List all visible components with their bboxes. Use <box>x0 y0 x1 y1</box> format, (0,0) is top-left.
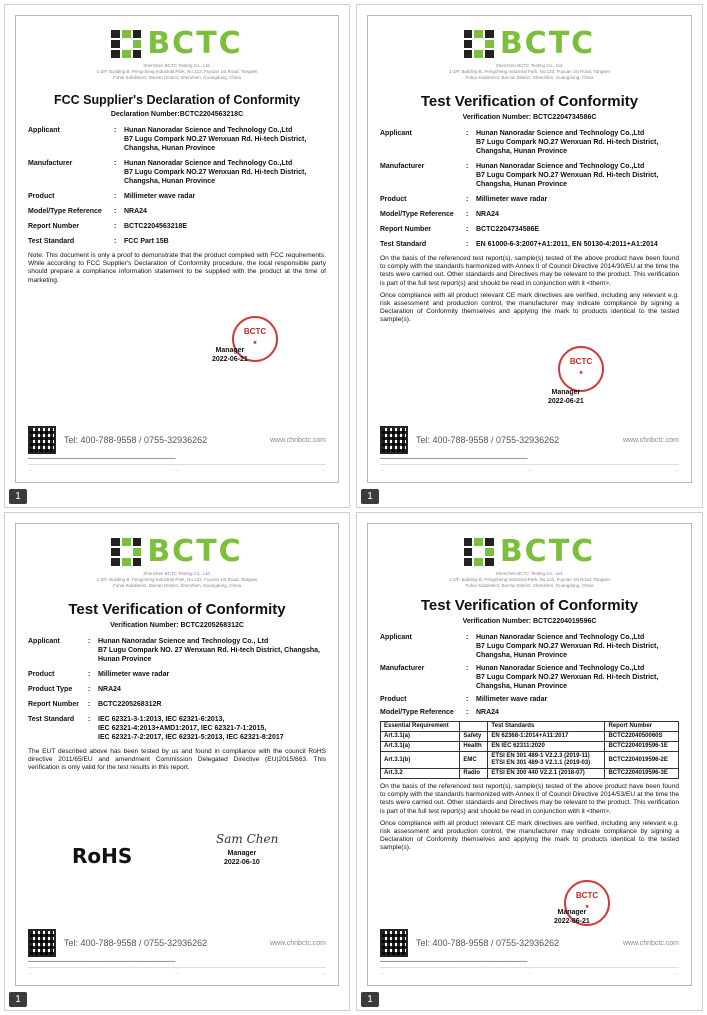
field-applicant: Applicant : Hunan Nanoradar Science and Technology Co.,Ltd B7 Lugu Compark NO.27 Wenxuan Rd. Hi-tech District, Changsha, Hunan Province <box>380 130 659 155</box>
bctc-logo-icon <box>464 538 494 566</box>
qr-code-icon[interactable] <box>380 426 408 454</box>
bctc-logo-icon <box>111 30 141 58</box>
certificate-title: Test Verification of Conformity <box>68 601 286 618</box>
certificate-card-emc[interactable] <box>356 4 703 508</box>
page-footer-line: — — — <box>28 464 326 472</box>
field-report-number: Report Number : BCTC2204734586E <box>380 226 540 233</box>
verification-number: Verification Number: BCTC2204019596C <box>462 618 597 625</box>
contact-phone: Tel: 400-788-9558 / 0755-32936262 <box>416 435 560 446</box>
field-manufacturer: Manufacturer : Hunan Nanoradar Science and Technology Co.,Ltd B7 Lugu Compark NO.27 Wenxuan Rd. Hi-tech District, Changsha, Hunan Province <box>28 160 307 185</box>
note-text-ce: Once compliance with all product relevant CE mark directives are verified, including any relevant e.g. risk assessment and production control, the manufacturer may indicate compliance by signing a Declaration of Conformity themselves and applying the mark to products identical to the tested sample(s). <box>380 291 679 324</box>
field-product: Product : Millimeter wave radar <box>28 193 196 200</box>
note-text-ce: Once compliance with all product relevant CE mark directives are verified, including any relevant e.g. risk assessment and production control, the manufacturer may indicate compliance by signing a Declaration of Conformity themselves and applying the mark to products identical to the tested sample(s). <box>380 819 679 852</box>
field-test-standard: Test Standard : FCC Part 15B <box>28 238 169 245</box>
fine-print: ▬▬▬▬▬▬▬▬▬▬▬▬▬▬▬▬▬▬▬▬▬▬▬▬▬▬▬▬▬▬▬▬▬▬▬▬▬▬▬▬▬ <box>28 959 176 964</box>
certificate-footer <box>380 426 679 472</box>
website-link[interactable]: www.chnbctc.com <box>269 939 326 947</box>
note-text: Note: This document is only a proof to demonstrate that the product complied with FCC requirements. While according to FCC Supplier's Declaration of Conformity procedure, the local responsible party should prepare a compliance information statement to be supplied with the product at the time of marketing. <box>28 252 326 284</box>
manager-signature: Manager 2022-06-21 <box>554 909 590 925</box>
certificate-footer <box>380 929 679 975</box>
certificate-page <box>15 15 339 483</box>
field-applicant: Applicant : Hunan Nanoradar Science and Technology Co.,Ltd B7 Lugu Compark NO.27 Wenxuan Rd. Hi-tech District, Changsha, Hunan Province <box>380 634 659 659</box>
handwritten-signature: Sam Chen <box>216 832 279 846</box>
table-header-row: Essential Requirement Test Standards Report Number <box>381 722 679 732</box>
qr-code-icon[interactable] <box>28 929 56 957</box>
field-product: Product : Millimeter wave radar <box>380 196 548 203</box>
certificate-fields <box>28 637 326 742</box>
contact-phone: Tel: 400-788-9558 / 0755-32936262 <box>64 938 208 949</box>
note-text: On the basis of the referenced test report(s), sample(s) tested of the above product have been found to comply with the standards harmonized with Annex II of Council Directive 2014/53/EU at the time the tests were carried out. Other standards and Directives may be relevant to the product. This verification is part of the full test report(s) and should be read in conjunction with it <them>. <box>380 783 679 815</box>
standards-table <box>380 721 679 779</box>
field-test-standard: Test Standard : EN 61000-6-3:2007+A1:2011, EN 50130-4:2011+A1:2014 <box>380 241 658 248</box>
fine-print: ▬▬▬▬▬▬▬▬▬▬▬▬▬▬▬▬▬▬▬▬▬▬▬▬▬▬▬▬▬▬▬▬▬▬▬▬▬▬▬▬▬ <box>380 959 528 964</box>
bctc-logo: BCTC <box>380 534 679 569</box>
certificate-title: FCC Supplier's Declaration of Conformity <box>53 93 301 107</box>
field-product-type: Product Type : NRA24 <box>28 686 121 693</box>
field-model: Model/Type Reference : NRA24 <box>380 709 499 716</box>
certificate-fields <box>380 129 679 249</box>
qr-code-icon[interactable] <box>28 426 56 454</box>
field-product: Product : Millimeter wave radar <box>380 696 548 703</box>
company-address: Shenzhen BCTC Testing Co., Ltd. 1-2/F, Building B, Pengcheng Industrial Park, No.123, Fuyuan 1st Road, Tangwei Fuhai Subdistrict, Bao'an District, Shenzhen, Guangdong, China <box>96 571 258 588</box>
website-link[interactable]: www.chnbctc.com <box>622 939 679 947</box>
certificate-page <box>15 523 339 986</box>
field-applicant: Applicant : Hunan Nanoradar Science and Technology Co., Ltd B7 Lugu Compark NO. 27 Wenxuan Rd. Hi-tech District, Changsha, Hunan Province <box>28 638 320 663</box>
field-manufacturer: Manufacturer : Hunan Nanoradar Science and Technology Co.,Ltd B7 Lugu Compark NO.27 Wenxuan Rd. Hi-tech District, Changsha, Hunan Province <box>380 665 659 690</box>
page-count-badge[interactable]: 1 <box>361 489 379 504</box>
field-applicant: Applicant : Hunan Nanoradar Science and Technology Co.,Ltd B7 Lugu Compark NO.27 Wenxuan Rd. Hi-tech District, Changsha, Hunan Province <box>28 127 307 152</box>
field-report-number: Report Number : BCTC2204563218E <box>28 223 188 230</box>
certificate-fields <box>28 126 326 246</box>
certificate-title: Test Verification of Conformity <box>420 597 639 614</box>
fine-print: ▬▬▬▬▬▬▬▬▬▬▬▬▬▬▬▬▬▬▬▬▬▬▬▬▬▬▬▬▬▬▬▬▬▬▬▬▬▬▬▬▬ <box>28 456 176 461</box>
certificate-footer <box>28 929 326 975</box>
bctc-stamp: BCTC ★ <box>558 346 604 392</box>
bctc-logo-icon <box>111 538 141 566</box>
field-model: Model/Type Reference : NRA24 <box>28 208 147 215</box>
field-manufacturer: Manufacturer : Hunan Nanoradar Science and Technology Co.,Ltd B7 Lugu Compark NO.27 Wenxuan Rd. Hi-tech District, Changsha, Hunan Province <box>380 163 659 188</box>
rohs-logo: RoHS <box>72 844 133 868</box>
table-row: Art.3.1(b) EMC ETSI EN 301 489-1 V2.2.3 (2019-11) ETSI EN 301 489-3 V2.1.1 (2019-03) BCTC2204019596-2E <box>381 752 679 769</box>
manager-signature: Manager 2022-06-21 <box>548 389 584 405</box>
bctc-stamp: BCTC ★ <box>564 880 610 926</box>
manager-signature: Manager 2022-06-10 <box>224 850 260 866</box>
website-link[interactable]: www.chnbctc.com <box>269 436 326 444</box>
note-text: The EUT described above has been tested by us and found in compliance with the council RoHS directive 2011/65/EU and amendment Commission Delegated Directive (EU)2015/863. This verification is only valid for the test results in this report. <box>28 748 326 772</box>
company-address: Shenzhen BCTC Testing Co., Ltd. 1-2/F, Building B, Pengcheng Industrial Park, No.123, Fuyuan 1st Road, Tangwei Fuhai Subdistrict, Bao'an District, Shenzhen, Guangdong, China <box>96 63 258 80</box>
verification-number: Verification Number: BCTC2205268312C <box>110 622 244 629</box>
certificate-title: Test Verification of Conformity <box>420 93 639 110</box>
note-text: On the basis of the referenced test report(s), sample(s) tested of the above product have been found to comply with the standards harmonized with Annex II of Council Directive 2014/30/EU at the time the tests were carried out. Other standards and Directives may be relevant to the product. This verification is part of the full test report(s) and should be read in conjunction with it <them>. <box>380 255 679 287</box>
certificate-footer <box>28 426 326 472</box>
field-test-standard: Test Standard : IEC 62321-3-1:2013, IEC 62321-6:2013, IEC 62321-4:2013+AMD1:2017, IEC 62321-7-1:2015, IEC 62321-7-2:2017, IEC 62321-5:2013, IEC 62321-8:2017 <box>28 716 284 741</box>
company-address: Shenzhen BCTC Testing Co., Ltd. 1-2/F, Building B, Pengcheng Industrial Park, No.123, Fuyuan 1st Road, Tangwei Fuhai Subdistrict, Bao'an District, Shenzhen, Guangdong, China <box>449 571 610 588</box>
manager-signature: Manager 2022-06-21 <box>212 347 248 363</box>
contact-phone: Tel: 400-788-9558 / 0755-32936262 <box>416 938 560 949</box>
qr-code-icon[interactable] <box>380 929 408 957</box>
certificate-fields <box>380 633 679 717</box>
certificate-card-fcc[interactable] <box>4 4 350 508</box>
page-footer-line: — — — <box>28 967 326 975</box>
certificate-page <box>367 523 692 986</box>
table-row: Art.3.2 Radio ETSI EN 300 440 V2.2.1 (2018-07) BCTC2204019596-3E <box>381 769 679 779</box>
table-row: Art.3.1(a) Health EN IEC 62311:2020 BCTC2204019596-1E <box>381 742 679 752</box>
bctc-logo: BCTC <box>28 534 326 569</box>
field-report-number: Report Number : BCTC2205268312R <box>28 701 162 708</box>
certificate-card-rohs[interactable] <box>4 512 350 1011</box>
contact-phone: Tel: 400-788-9558 / 0755-32936262 <box>64 435 208 446</box>
bctc-stamp: BCTC ★ <box>232 316 278 362</box>
field-model: Model/Type Reference : NRA24 <box>380 211 499 218</box>
certificate-page <box>367 15 692 483</box>
page-count-badge[interactable]: 1 <box>9 489 27 504</box>
declaration-number: Declaration Number:BCTC2204563218C <box>110 111 244 118</box>
page-count-badge[interactable]: 1 <box>361 992 379 1007</box>
bctc-logo-icon <box>464 30 494 58</box>
page-footer-line: — — — <box>380 464 679 472</box>
bctc-logo: BCTC <box>380 26 679 61</box>
fine-print: ▬▬▬▬▬▬▬▬▬▬▬▬▬▬▬▬▬▬▬▬▬▬▬▬▬▬▬▬▬▬▬▬▬▬▬▬▬▬▬▬▬ <box>380 456 528 461</box>
verification-number: Verification Number: BCTC2204734586C <box>462 114 597 121</box>
certificate-card-red[interactable] <box>356 512 703 1011</box>
company-address: Shenzhen BCTC Testing Co., Ltd. 1-2/F, Building B, Pengcheng Industrial Park, No.123, Fuyuan 1st Road, Tangwei Fuhai Subdistrict, Bao'an District, Shenzhen, Guangdong, China <box>449 63 610 80</box>
page-count-badge[interactable]: 1 <box>9 992 27 1007</box>
bctc-logo: BCTC <box>28 26 326 61</box>
table-row: Art.3.1(a) Safety EN 62368-1:2014+A11:2017 BCTC2204050060S <box>381 732 679 742</box>
website-link[interactable]: www.chnbctc.com <box>622 436 679 444</box>
page-footer-line: — — — <box>380 967 679 975</box>
field-product: Product : Millimeter wave radar <box>28 671 170 678</box>
